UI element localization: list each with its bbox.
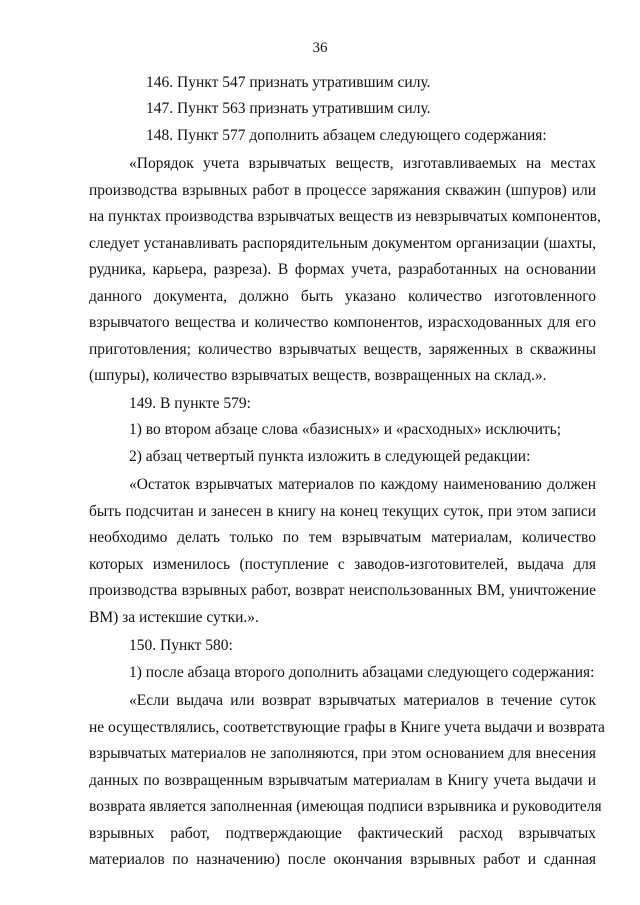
text-line: 146. Пункт 547 признать утратившим силу. xyxy=(146,74,431,91)
text-line: которых изменилось (поступление с заводов-изготовителей, выдача для xyxy=(89,556,596,573)
text-line: не осуществлялись, соответствующие графы в Книге учета выдачи и возврата xyxy=(89,719,605,736)
text-line: приготовления; количество взрывчатых веществ, заряженных в скважины xyxy=(89,341,596,358)
text-line: 149. В пункте 579: xyxy=(129,395,251,412)
text-line: 150. Пункт 580: xyxy=(129,637,233,654)
text-line: 147. Пункт 563 признать утратившим силу. xyxy=(146,100,431,117)
text-line: рудника, карьера, разреза). В формах учета, разработанных на основании xyxy=(89,261,596,278)
text-line: быть подсчитан и занесен в книгу на конец текущих суток, при этом записи xyxy=(89,503,596,520)
text-line: взрывчатого вещества и количество компонентов, израсходованных для его xyxy=(89,314,596,331)
text-line: на пунктах производства взрывчатых веществ из невзрывчатых компонентов, xyxy=(89,208,601,225)
text-line: производства взрывных работ, возврат неиспользованных ВМ, уничтожение xyxy=(89,582,596,599)
text-line: ВМ) за истекшие сутки.». xyxy=(89,609,259,626)
page-number: 36 xyxy=(312,40,328,56)
text-line: производства взрывных работ в процессе заряжания скважин (шпуров) или xyxy=(89,182,596,199)
text-line: материалов по назначению) после окончания взрывных работ и сданная xyxy=(89,851,596,868)
text-line: данного документа, должно быть указано количество изготовленного xyxy=(89,288,596,305)
text-line: возврата является заполненная (имеющая подписи взрывника и руководителя xyxy=(89,798,602,815)
text-line: следует устанавливать распорядительным документом организации (шахты, xyxy=(89,235,596,252)
text-line: взрывных работ, подтверждающие фактический расход взрывчатых xyxy=(89,825,596,842)
text-line: «Если выдача или возврат взрывчатых материалов в течение суток xyxy=(129,692,596,709)
text-line: взрывчатых материалов не заполняются, при этом основанием для внесения xyxy=(89,745,596,762)
text-line: необходимо делать только по тем взрывчатым материалам, количество xyxy=(89,529,596,546)
text-line: данных по возвращенным взрывчатым материалам в Книгу учета выдачи и xyxy=(89,772,596,789)
text-line: «Порядок учета взрывчатых веществ, изготавливаемых на местах xyxy=(129,155,596,172)
text-line: «Остаток взрывчатых материалов по каждому наименованию должен xyxy=(129,476,596,493)
text-line: 2) абзац четвертый пункта изложить в следующей редакции: xyxy=(129,448,531,465)
text-line: (шпуры), количество взрывчатых веществ, возвращенных на склад.». xyxy=(89,367,547,384)
text-line: 1) после абзаца второго дополнить абзацами следующего содержания: xyxy=(129,664,595,681)
text-line: 1) во втором абзаце слова «базисных» и «расходных» исключить; xyxy=(129,421,562,438)
text-line: 148. Пункт 577 дополнить абзацем следующего содержания: xyxy=(146,127,547,144)
